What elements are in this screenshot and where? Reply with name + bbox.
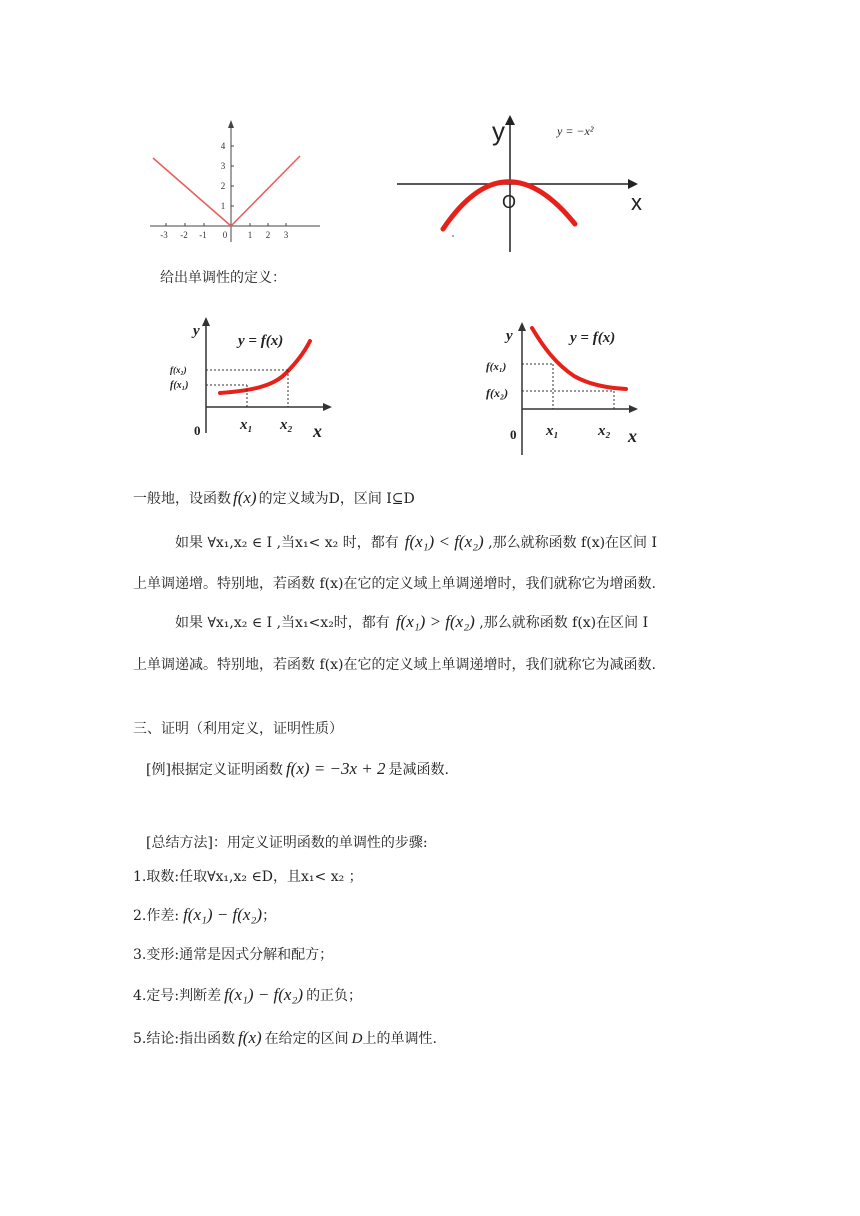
parabola-graph [395,112,645,257]
x-tick: -1 [199,230,207,240]
parabola-formula: y = −x² [557,124,594,138]
example-text-a: [例]根据定义证明函数 [146,762,283,778]
y-tick-f-x1: f(x₁) [170,380,189,391]
step-5 [133,1028,437,1049]
y-axis-arrow [228,120,234,128]
x-tick-x1: x₁ [546,423,559,439]
x-tick-x1: x₁ [240,417,253,433]
step5-math: f(x) [238,1028,262,1047]
dec-text-a: 如果 ∀x₁,x₂ ∈ I ,当x₁<x₂时，都有 [175,615,390,631]
x-tick: -3 [160,230,168,240]
y-axis-label: y [492,116,505,146]
decreasing-definition-line2: 上单调递减。特别地，若函数 f(x)在它的定义域上单调递增时，我们就称它为减函数. [133,657,656,673]
y-tick: 1 [220,201,226,211]
x-tick-x2: x₂ [280,417,293,433]
general-definition [133,488,415,509]
example-text-b: 是减函数. [388,762,449,778]
x-axis-label: x [313,421,322,440]
abs-left-ray [153,158,231,226]
step4-text-b: 的正负； [306,988,363,1004]
x-tick: 3 [283,230,289,240]
general-fx: f(x) [233,488,257,507]
origin-label: O [502,192,517,212]
dec-math: f(x₁) > f(x₂) [395,612,475,631]
general-text-a: 一般地，设函数 [133,491,231,507]
example-line [146,759,449,780]
increasing-definition-line2: 上单调递增。特别地，若函数 f(x)在它的定义域上单调递增时，我们就称它为增函数. [133,576,656,592]
x-axis-arrow [628,179,638,189]
monotonic-intro: 给出单调性的定义： [160,270,286,286]
step5-text-a: 5.结论:指出函数 [133,1031,236,1047]
y-tick-f-x2: f(x₂) [486,386,509,400]
step-4 [133,985,362,1006]
inc-text-b: ,那么就称函数 f(x)在区间 I [483,535,658,551]
y-axis-arrow [202,317,210,326]
stray-dot [452,235,454,237]
y-tick-f-x1: f(x₁) [486,361,507,373]
step4-text-a: 4.定号:判断差 [133,988,222,1004]
graph-title: y = f(x) [238,333,284,349]
step5-text-c: 上的单调性. [362,1031,437,1047]
y-axis-label: y [193,323,200,339]
step-2 [133,905,276,926]
y-tick-f-x2: f(x₂) [170,365,187,375]
y-axis-arrow [518,322,526,331]
example-math: f(x) = −3x + 2 [285,759,386,778]
x-axis-label: x [628,426,637,446]
step-1: 1.取数:任取∀x₁,x₂ ∈D，且x₁< x₂ ； [133,869,363,885]
decreasing-graph [482,320,652,460]
step2-text-a: 2.作差: [133,908,180,924]
x-axis-label: x [631,190,642,215]
step2-math: f(x₁) − f(x₂) [183,905,263,924]
step2-text-b: ； [262,908,277,924]
step4-math: f(x₁) − f(x₂) [224,985,304,1004]
dec-text-b: ,那么就称函数 f(x)在区间 I [474,615,649,631]
x-tick: 1 [247,230,253,240]
y-tick: 3 [220,161,226,171]
abs-value-graph [145,120,325,245]
y-tick: 2 [220,181,226,191]
step-3: 3.变形:通常是因式分解和配方； [133,947,334,963]
increasing-definition [175,532,657,553]
increasing-graph [168,315,338,440]
graph-title: y = f(x) [570,330,616,346]
x-axis-arrow [323,403,332,411]
x-tick: 2 [265,230,271,240]
step5-text-b: 在给定的区间 [264,1031,349,1047]
abs-right-ray [231,156,300,226]
x-tick: 0 [222,230,228,240]
origin-label: 0 [194,423,201,438]
x-axis-arrow [629,405,638,413]
section-heading: 三、证明（利用定义，证明性质） [133,721,343,737]
step5-interval-D: D [351,1031,363,1047]
y-tick: 4 [220,141,226,151]
x-tick-x2: x₂ [598,423,611,439]
y-axis-arrow [505,115,515,125]
general-text-b: 的定义域为D，区间 I⊆D [258,491,415,507]
x-tick: -2 [180,230,188,240]
origin-label: 0 [510,427,517,442]
y-axis-label: y [506,328,513,344]
inc-math: f(x₁) < f(x₂) [404,532,484,551]
inc-text-a: 如果 ∀x₁,x₂ ∈ I ,当x₁< x₂ 时，都有 [175,535,399,551]
summary-heading: [总结方法]：用定义证明函数的单调性的步骤: [146,835,428,851]
decreasing-definition [175,612,648,633]
